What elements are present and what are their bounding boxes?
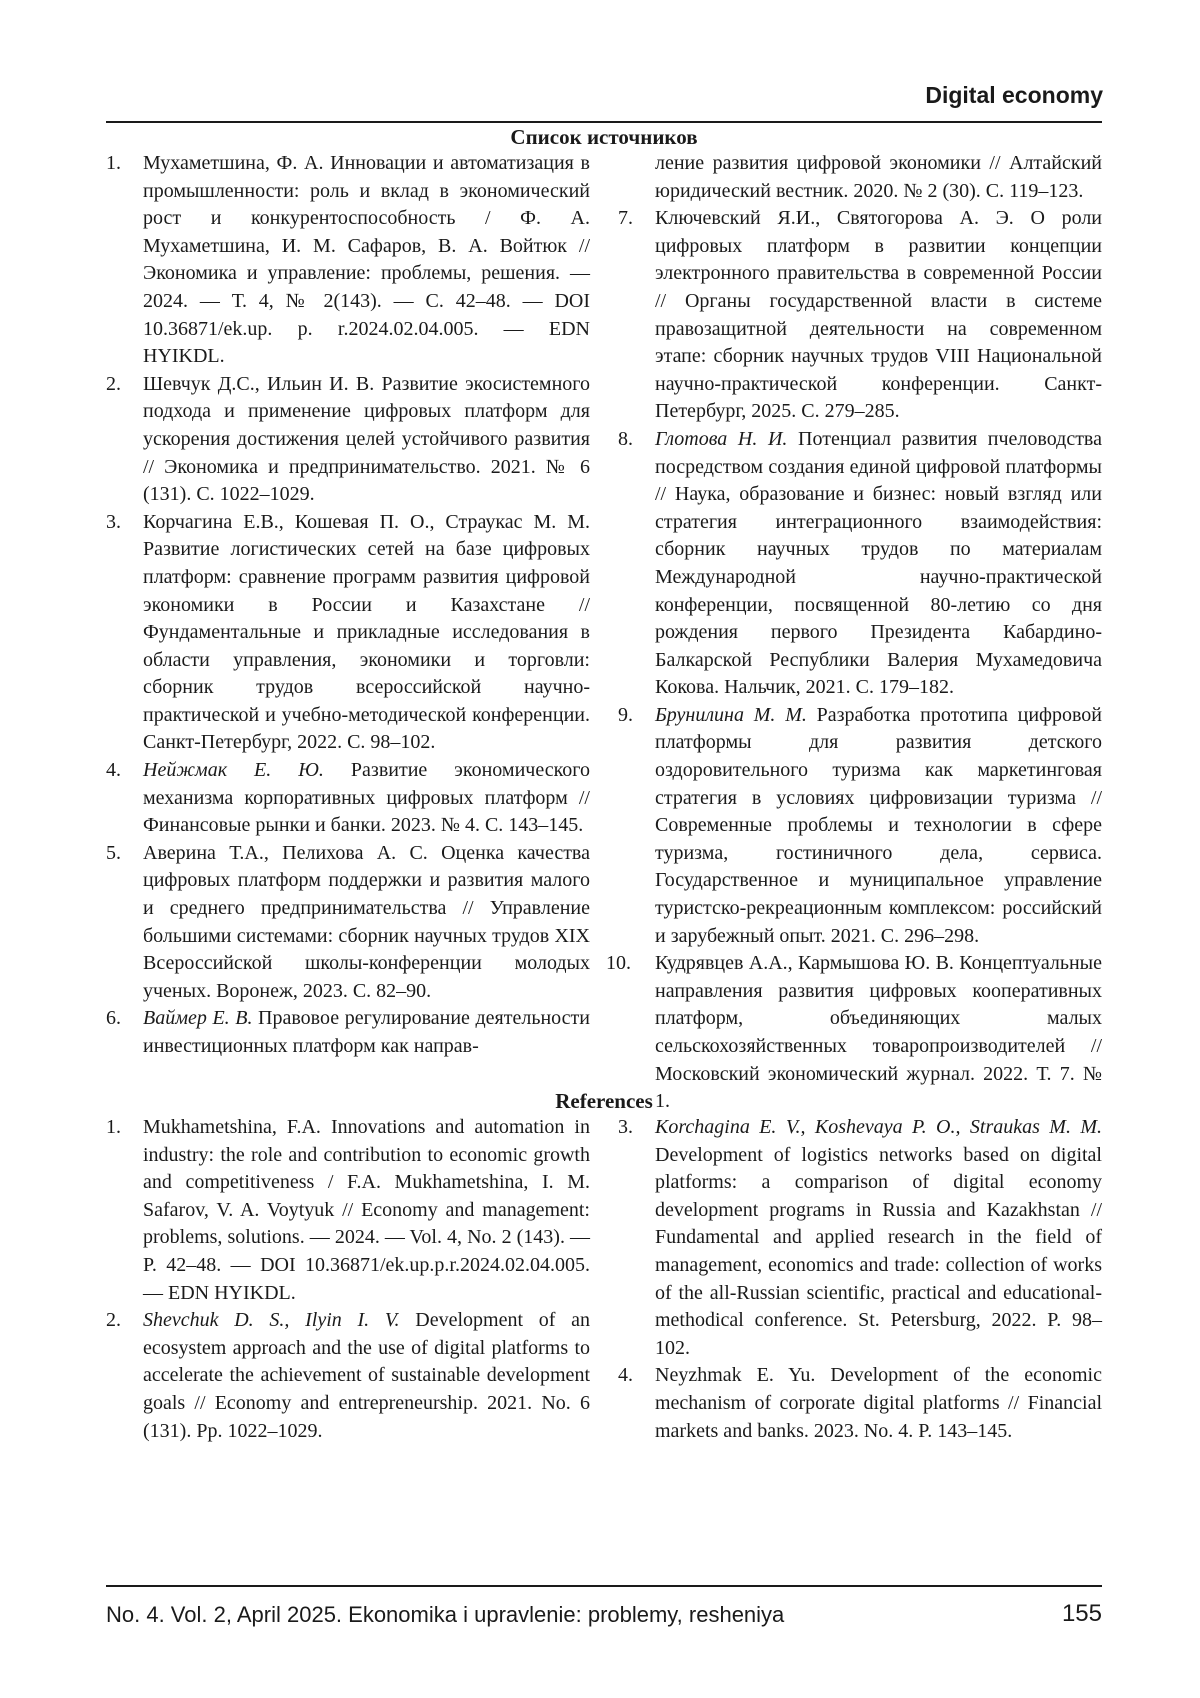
- references-title: References: [555, 1089, 653, 1113]
- reference-item: [106, 757, 590, 840]
- ru-sources-title: Список источников: [510, 125, 698, 149]
- reference-author: Нейжмак Е. Ю.: [143, 759, 324, 782]
- reference-body: Neyzhmak E. Yu. Development of the economic mechanism of corporate digital platforms // Financial markets and banks. 2023. No. 4. P. 143–145.: [655, 1364, 1102, 1442]
- reference-item: [618, 702, 1102, 950]
- page-number: 155: [1061, 1600, 1102, 1627]
- reference-body: Development of logistics networks based on digital platforms: a comparison of digital economy development programs in Russia and Kazakhstan // Fundamental and applied research in the field of management, economics and trade: collection of works of the all-Russian scientific, practical and educational-methodical conference. St. Petersburg, 2022. P. 98–102.: [655, 1143, 1102, 1359]
- reference-number: 4.: [618, 1364, 633, 1387]
- reference-author: Shevchuk D. S., Ilyin I. V.: [143, 1309, 400, 1332]
- reference-number: 6.: [106, 1007, 121, 1030]
- reference-body: Ключевский Я.И., Святогорова А. Э. О роли цифровых платформ в развитии концепции электронного правительства в современной России // Органы государственной власти в системе правозащитной деятельности на современном этапе: сборник научных трудов VIII Национальной научно-практической конференции. Санкт-Петербург, 2025. С. 279–285.: [655, 207, 1102, 423]
- reference-body: Мухаметшина, Ф. А. Инновации и автоматизация в промышленности: роль и вклад в экономический рост и конкурентоспособность / Ф. А. Мухаметшина, И. М. Сафаров, В. А. Войтюк // Экономика и управление: проблемы, решения. — 2024. — Т. 4, № 2(143). — С. 42–48. — DOI 10.36871/ek.up. p. r.2024.02.04.005. — EDN HYIKDL.: [143, 152, 590, 368]
- reference-item: [106, 1114, 590, 1307]
- reference-text: [655, 1362, 1102, 1445]
- references-right-column: [618, 1114, 1102, 1445]
- reference-text: [655, 702, 1102, 950]
- reference-item: [618, 426, 1102, 702]
- reference-number: 5.: [106, 841, 121, 864]
- reference-number: 2.: [106, 372, 121, 395]
- footer-rule: [106, 1585, 1102, 1587]
- reference-number: 3.: [106, 510, 121, 533]
- reference-text: [655, 150, 1102, 205]
- reference-item: [106, 1307, 590, 1445]
- reference-item: [618, 1114, 1102, 1362]
- reference-author: Брунилина М. М.: [655, 703, 807, 726]
- reference-item: [106, 509, 590, 757]
- reference-text: [143, 1307, 590, 1445]
- reference-item: [618, 1362, 1102, 1445]
- reference-item: [106, 150, 590, 371]
- reference-body: Кудрявцев А.А., Кармышова Ю. В. Концептуальные направления развития цифровых кооперативных платформ, объединяющих малых сельскохозяйственных товаропроизводителей // Московский экономический журнал. 2022. Т. 7. № 1.: [655, 952, 1102, 1113]
- header-rule: [106, 121, 1102, 123]
- reference-number: 10.: [606, 952, 631, 975]
- reference-body: Правовое регулирование деятельности инвестиционных платформ как направ-: [143, 1007, 590, 1057]
- reference-text: [655, 1114, 1102, 1362]
- journal-issue-line: No. 4. Vol. 2, April 2025. Ekonomika i upravlenie: problemy, resheniya: [106, 1602, 785, 1627]
- reference-body: ление развития цифровой экономики // Алтайский юридический вестник. 2020. № 2 (30). С. 119–123.: [655, 152, 1102, 202]
- reference-author: Глотова Н. И.: [655, 427, 788, 450]
- reference-text: [143, 509, 590, 757]
- reference-number: 2.: [106, 1309, 121, 1332]
- reference-body: Шевчук Д.С., Ильин И. В. Развитие экосистемного подхода и применение цифровых платформ для ускорения достижения целей устойчивого развития // Экономика и предпринимательство. 2021. № 6 (131). С. 1022–1029.: [143, 372, 590, 506]
- reference-body: Потенциал развития пчеловодства посредством создания единой цифровой платформы // Наука, образование и бизнес: новый взгляд или стратегия интеграционного взаимодействия: сборник научных трудов по материалам Международной научно-практической конференции, посвященной 80-летию со дня рождения первого Президента Кабардино-Балкарской Республики Валерия Мухамедовича Кокова. Нальчик, 2021. С. 179–182.: [655, 427, 1102, 699]
- reference-item: [618, 150, 1102, 205]
- reference-number: 1.: [106, 1116, 121, 1138]
- reference-text: [143, 1114, 590, 1307]
- reference-number: 1.: [106, 152, 121, 174]
- reference-author: Korchagina E. V., Koshevaya P. O., Straukas M. M.: [655, 1116, 1102, 1138]
- references-left-column: [106, 1114, 590, 1445]
- reference-text: [143, 840, 590, 1006]
- reference-item: [106, 1005, 590, 1060]
- reference-body: Развитие экономического механизма корпоративных цифровых платформ // Финансовые рынки и банки. 2023. № 4. С. 143–145.: [143, 759, 590, 837]
- reference-text: [143, 1005, 590, 1060]
- ru-sources-left-column: [106, 150, 590, 1061]
- reference-text: [655, 426, 1102, 702]
- reference-number: 9.: [618, 703, 633, 726]
- reference-text: [143, 757, 590, 840]
- reference-body: Корчагина Е.В., Кошевая П. О., Страукас М. М. Развитие логистических сетей на базе цифровых платформ: сравнение программ развития цифровой экономики в России и Казахстане // Фундаментальные и прикладные исследования в области управления, экономики и торговли: сборник трудов всероссийской научно-практической и учебно-методической конференции. Санкт-Петербург, 2022. С. 98–102.: [143, 510, 590, 754]
- reference-number: 4.: [106, 759, 121, 782]
- reference-number: 8.: [618, 427, 633, 450]
- reference-number: 3.: [618, 1116, 633, 1138]
- reference-author: Ваймер Е. В.: [143, 1007, 253, 1030]
- reference-body: Разработка прототипа цифровой платформы для развития детского оздоровительного туризма как маркетинговая стратегия в условиях цифровизации туризма // Современные проблемы и технологии в сфере туризма, гостиничного дела, сервиса. Государственное и муниципальное управление туристско-рекреационным комплексом: российский и зарубежный опыт. 2021. С. 296–298.: [655, 703, 1102, 947]
- section-label: Digital economy: [925, 82, 1103, 108]
- reference-text: [143, 371, 590, 509]
- reference-text: [143, 150, 590, 371]
- reference-item: [618, 205, 1102, 426]
- reference-item: [106, 371, 590, 509]
- reference-body: Development of an ecosystem approach and the use of digital platforms to accelerate the achievement of sustainable development goals // Economy and entrepreneurship. 2021. No. 6 (131). Pp. 1022–1029.: [143, 1309, 591, 1442]
- reference-text: [655, 205, 1102, 426]
- reference-item: [106, 840, 590, 1006]
- reference-body: Mukhametshina, F.A. Innovations and automation in industry: the role and contribution to economic growth and competitiveness / F.A. Mukhametshina, I. M. Safarov, V. A. Voytyuk // Economy and management: problems, solutions. — 2024. — Vol. 4, No. 2 (143). — P. 42–48. — DOI 10.36871/ek.up.p.r.2024.02.04.005. — EDN HYIKDL.: [143, 1116, 590, 1304]
- reference-body: Аверина Т.А., Пелихова А. С. Оценка качества цифровых платформ поддержки и развития малого и среднего предпринимательства // Управление большими системами: сборник научных трудов XIX Всероссийской школы-конференции молодых ученых. Воронеж, 2023. С. 82–90.: [143, 841, 590, 1002]
- reference-number: 7.: [618, 207, 633, 230]
- ru-sources-right-column: [606, 150, 1102, 1116]
